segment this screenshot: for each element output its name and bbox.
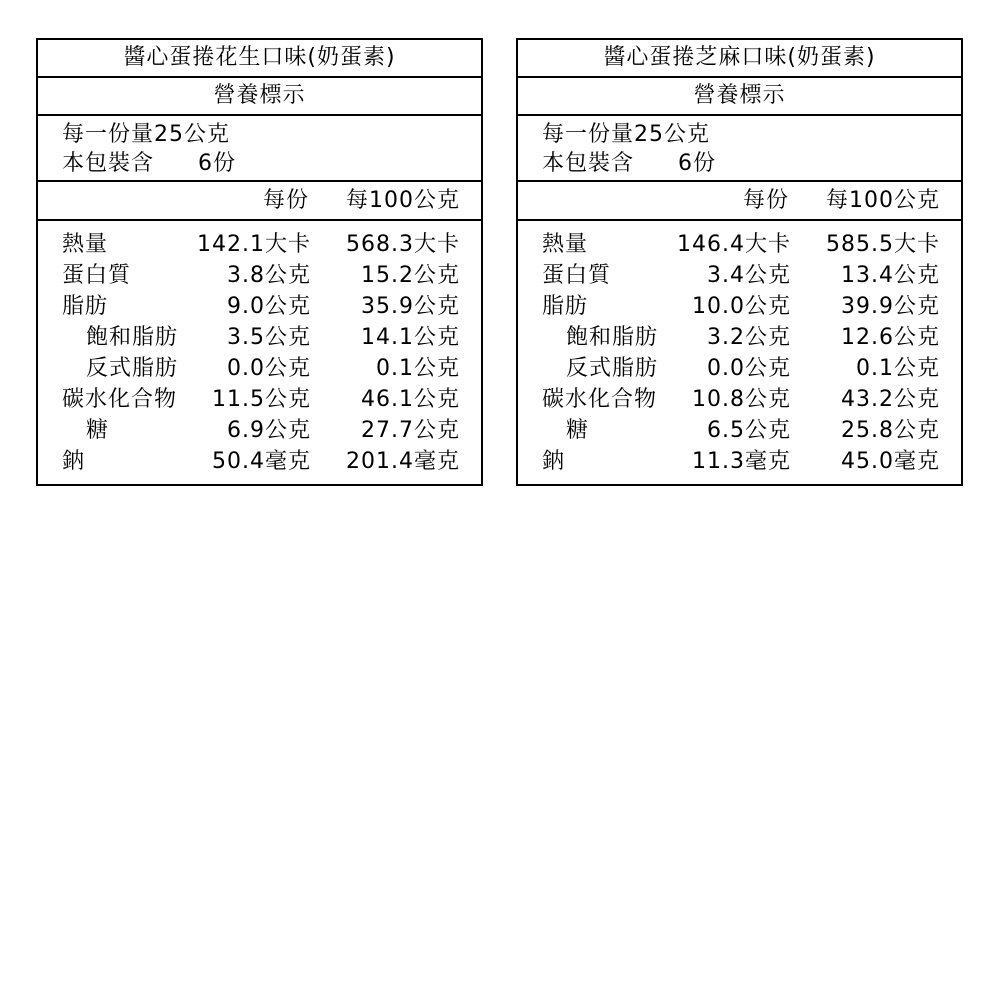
- nutrient-table: [38, 221, 481, 477]
- value-per-serving: 11.5公克: [212, 387, 311, 412]
- nutrition-label-peanut: [36, 38, 483, 486]
- nutrient-row-energy: [518, 229, 961, 260]
- value-per-serving: 3.8公克: [227, 263, 311, 288]
- nutrient-name: 鈉: [62, 449, 86, 474]
- nutrient-name: 碳水化合物: [62, 387, 178, 412]
- serving-size: 每一份量25公克: [542, 122, 710, 147]
- value-per-100g: 15.2公克: [361, 263, 460, 288]
- nutrient-name: 熱量: [542, 232, 589, 257]
- nutrient-name: 飽和脂肪: [86, 325, 179, 350]
- value-per-serving: 0.0公克: [707, 356, 791, 381]
- value-per-100g: 39.9公克: [841, 294, 940, 319]
- column-header: [518, 182, 961, 221]
- nutrient-row-fat: [38, 291, 481, 322]
- col-per-100g: 每100公克: [346, 188, 460, 213]
- nutrient-name: 糖: [566, 418, 590, 443]
- nutrient-row-saturated-fat: [518, 322, 961, 353]
- servings-per-package: [62, 149, 481, 178]
- value-per-100g: 201.4毫克: [346, 449, 460, 474]
- value-per-serving: 10.0公克: [692, 294, 791, 319]
- serving-info: [38, 116, 481, 182]
- column-header: [38, 182, 481, 221]
- nutrient-name: 碳水化合物: [542, 387, 658, 412]
- nutrient-row-saturated-fat: [38, 322, 481, 353]
- nutrient-name: 熱量: [62, 232, 109, 257]
- value-per-100g: 12.6公克: [841, 325, 940, 350]
- serving-info: [518, 116, 961, 182]
- servings-per-package: [542, 149, 961, 178]
- nutrient-row-sodium: [38, 446, 481, 477]
- value-per-serving: 9.0公克: [227, 294, 311, 319]
- nutrient-name: 蛋白質: [62, 263, 132, 288]
- nutrient-name: 脂肪: [542, 294, 589, 319]
- value-per-100g: 27.7公克: [361, 418, 460, 443]
- value-per-100g: 45.0毫克: [841, 449, 940, 474]
- product-title: 醬心蛋捲芝麻口味(奶蛋素): [518, 40, 961, 78]
- col-per-serving: 每份: [262, 188, 309, 213]
- value-per-serving: 3.2公克: [707, 325, 791, 350]
- value-per-100g: 13.4公克: [841, 263, 940, 288]
- value-per-serving: 3.4公克: [707, 263, 791, 288]
- value-per-100g: 0.1公克: [856, 356, 940, 381]
- nutrient-name: 蛋白質: [542, 263, 612, 288]
- nutrient-row-carbohydrate: [38, 384, 481, 415]
- nutrient-row-protein: [38, 260, 481, 291]
- value-per-serving: 11.3毫克: [692, 449, 791, 474]
- value-per-100g: 35.9公克: [361, 294, 460, 319]
- value-per-100g: 46.1公克: [361, 387, 460, 412]
- nutrient-table: [518, 221, 961, 477]
- value-per-serving: 6.9公克: [227, 418, 311, 443]
- package-label: 本包裝含: [62, 151, 155, 176]
- nutrient-row-sugar: [38, 415, 481, 446]
- value-per-serving: 0.0公克: [227, 356, 311, 381]
- value-per-100g: 14.1公克: [361, 325, 460, 350]
- nutrient-name: 糖: [86, 418, 110, 443]
- nutrient-row-trans-fat: [518, 353, 961, 384]
- package-value: 6份: [198, 151, 237, 176]
- nutrient-name: 脂肪: [62, 294, 109, 319]
- package-value: 6份: [678, 151, 717, 176]
- product-title: 醬心蛋捲花生口味(奶蛋素): [38, 40, 481, 78]
- value-per-serving: 10.8公克: [692, 387, 791, 412]
- nutrient-name: 反式脂肪: [86, 356, 179, 381]
- nutrient-row-trans-fat: [38, 353, 481, 384]
- value-per-serving: 3.5公克: [227, 325, 311, 350]
- serving-size: 每一份量25公克: [62, 122, 230, 147]
- value-per-serving: 6.5公克: [707, 418, 791, 443]
- value-per-100g: 0.1公克: [376, 356, 460, 381]
- nutrient-row-sodium: [518, 446, 961, 477]
- value-per-serving: 146.4大卡: [677, 232, 791, 257]
- value-per-100g: 585.5大卡: [826, 232, 940, 257]
- nutrient-row-protein: [518, 260, 961, 291]
- nutrient-name: 鈉: [542, 449, 566, 474]
- nutrient-row-carbohydrate: [518, 384, 961, 415]
- nutrient-row-energy: [38, 229, 481, 260]
- nutrient-name: 反式脂肪: [566, 356, 659, 381]
- nutrition-facts-heading: 營養標示: [38, 78, 481, 116]
- nutrition-facts-heading: 營養標示: [518, 78, 961, 116]
- nutrient-row-fat: [518, 291, 961, 322]
- col-per-serving: 每份: [742, 188, 789, 213]
- value-per-serving: 50.4毫克: [212, 449, 311, 474]
- nutrient-row-sugar: [518, 415, 961, 446]
- package-label: 本包裝含: [542, 151, 635, 176]
- value-per-100g: 568.3大卡: [346, 232, 460, 257]
- value-per-100g: 43.2公克: [841, 387, 940, 412]
- value-per-serving: 142.1大卡: [197, 232, 311, 257]
- nutrient-name: 飽和脂肪: [566, 325, 659, 350]
- nutrition-label-sesame: [516, 38, 963, 486]
- value-per-100g: 25.8公克: [841, 418, 940, 443]
- col-per-100g: 每100公克: [826, 188, 940, 213]
